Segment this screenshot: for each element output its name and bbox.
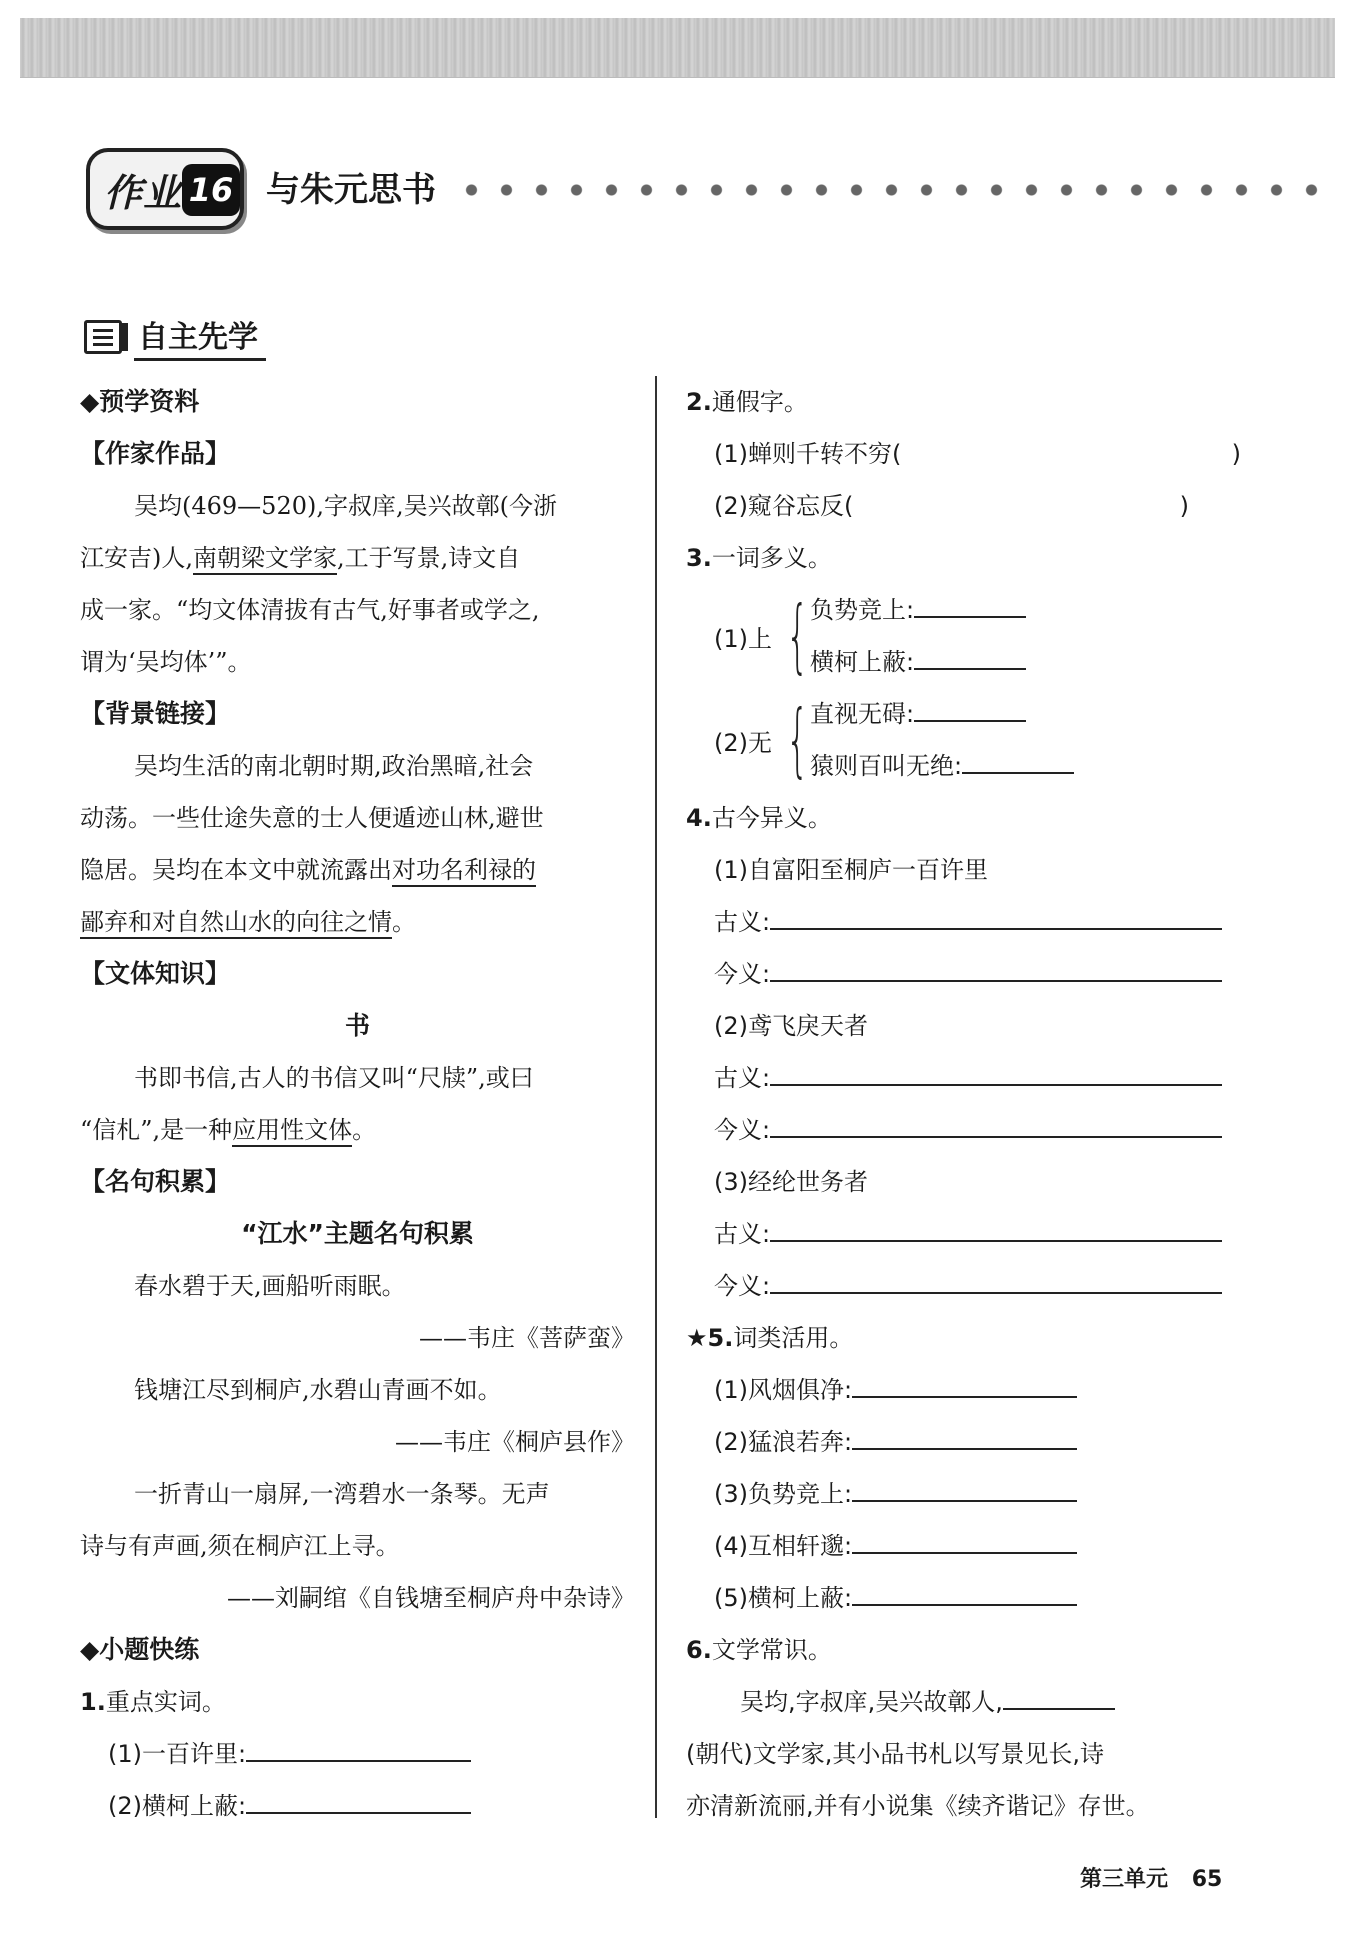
answer-blank[interactable]	[770, 1292, 1222, 1294]
q2-item-1: (1)蝉则千转不穷( )	[714, 440, 1241, 468]
unit-label: 第三单元	[1080, 1867, 1169, 1892]
genre-heading: 【文体知识】	[80, 959, 231, 988]
background-line-4: 鄙弃和对自然山水的向往之情。	[80, 896, 635, 948]
quote-2-source: ——韦庄《桐庐县作》	[395, 1428, 635, 1456]
answer-blank[interactable]	[770, 928, 1222, 930]
underlined-phrase-b: 鄙弃和对自然山水的向往之情	[80, 908, 392, 939]
author-line-1: 吴均(469—520),字叔庠,吴兴故鄣(今浙	[134, 492, 557, 520]
q4-item-1: (1)自富阳至桐庐一百许里	[714, 856, 988, 884]
lesson-title: 与朱元思书	[266, 170, 436, 210]
q1-item-1: (1)一百许里:	[80, 1728, 635, 1780]
left-column	[80, 376, 635, 1832]
q3-group-2: (2)无 { 直视无碍: 猿则百叫无绝:	[686, 688, 1251, 792]
answer-blank[interactable]	[852, 1396, 1077, 1398]
answer-blank[interactable]	[1003, 1708, 1115, 1710]
q5-item-5: (5)横柯上蔽:	[686, 1572, 1251, 1624]
q3-group-1-line-2: 横柯上蔽:	[810, 636, 1026, 688]
author-heading: 【作家作品】	[80, 439, 231, 468]
section-heading	[84, 312, 266, 361]
q4-item-2-modern: 今义:	[686, 1104, 1251, 1156]
quote-3-source: ——刘嗣绾《自钱塘至桐庐舟中杂诗》	[227, 1584, 635, 1612]
column-divider	[655, 376, 657, 1818]
header-dot-rule	[454, 184, 1334, 196]
q6-line-2: (朝代)文学家,其小品书札以写景见长,诗	[686, 1740, 1104, 1768]
answer-blank[interactable]	[852, 1500, 1077, 1502]
background-heading: 【背景链接】	[80, 699, 231, 728]
q5-item-4: (4)互相轩邈:	[686, 1520, 1251, 1572]
answer-blank[interactable]	[852, 1448, 1077, 1450]
answer-blank[interactable]	[770, 1084, 1222, 1086]
q4-item-3-modern: 今义:	[686, 1260, 1251, 1312]
q2-title: 2.通假字。	[686, 388, 808, 416]
q5-item-3: (3)负势竞上:	[686, 1468, 1251, 1520]
homework-label: 作业	[104, 170, 183, 215]
q4-title: 4.古今异义。	[686, 804, 832, 832]
answer-blank[interactable]	[770, 1240, 1222, 1242]
page-number: 65	[1191, 1867, 1223, 1892]
q4-item-1-modern: 今义:	[686, 948, 1251, 1000]
underlined-genre: 应用性文体	[232, 1116, 352, 1147]
q6-title: 6.文学常识。	[686, 1636, 832, 1664]
quote-1: 春水碧于天,画船听雨眠。	[134, 1272, 406, 1300]
genre-line-1: 书即书信,古人的书信又叫“尺牍”,或曰	[134, 1064, 534, 1092]
answer-blank[interactable]	[770, 980, 1222, 982]
author-line-4: 谓为‘吴均体’”。	[80, 648, 252, 676]
right-column	[686, 376, 1251, 1832]
quotes-heading: 【名句积累】	[80, 1167, 231, 1196]
preview-title: ◆预学资料	[80, 387, 200, 416]
q1-item-2: (2)横柯上蔽:	[80, 1780, 635, 1832]
q5-item-2: (2)猛浪若奔:	[686, 1416, 1251, 1468]
q4-item-2: (2)鸢飞戾天者	[714, 1012, 868, 1040]
q4-item-3-ancient: 古义:	[686, 1208, 1251, 1260]
q5-title: ★5.词类活用。	[686, 1324, 854, 1352]
author-line-3: 成一家。“均文体清拔有古气,好事者或学之,	[80, 596, 540, 624]
q1-title: 1.重点实词。	[80, 1688, 226, 1716]
scan-top-band	[20, 18, 1335, 78]
answer-blank[interactable]	[852, 1604, 1077, 1606]
q3-group-2-line-1: 直视无碍:	[810, 688, 1074, 740]
background-line-1: 吴均生活的南北朝时期,政治黑暗,社会	[134, 752, 534, 780]
answer-blank[interactable]	[852, 1552, 1077, 1554]
quote-1-source: ——韦庄《菩萨蛮》	[419, 1324, 635, 1352]
q4-item-3: (3)经纶世务者	[714, 1168, 868, 1196]
underlined-phrase-a: 对功名利禄的	[392, 856, 536, 887]
answer-blank[interactable]	[246, 1812, 471, 1814]
q4-item-1-ancient: 古义:	[686, 896, 1251, 948]
homework-number: 16	[182, 164, 240, 216]
answer-blank[interactable]	[770, 1136, 1222, 1138]
page-footer	[1080, 1862, 1222, 1893]
q3-group-1: (1)上 { 负势竞上: 横柯上蔽:	[686, 584, 1251, 688]
q6-line-3: 亦清新流丽,并有小说集《续齐谐记》存世。	[686, 1792, 1150, 1820]
homework-badge	[86, 148, 244, 230]
quote-3-b: 诗与有声画,须在桐庐江上寻。	[80, 1532, 400, 1560]
background-line-2: 动荡。一些仕途失意的士人便遁迹山林,避世	[80, 804, 544, 832]
quote-2: 钱塘江尽到桐庐,水碧山青画不如。	[134, 1376, 502, 1404]
q6-line-1: 吴均,字叔庠,吴兴故鄣人,	[686, 1676, 1251, 1728]
practice-title: ◆小题快练	[80, 1635, 200, 1664]
answer-blank[interactable]	[914, 720, 1026, 722]
answer-blank[interactable]	[914, 668, 1026, 670]
quotes-title: “江水”主题名句积累	[241, 1219, 474, 1248]
genre-title: 书	[344, 1011, 370, 1040]
genre-line-2: “信札”,是一种应用性文体。	[80, 1104, 635, 1156]
background-line-3: 隐居。吴均在本文中就流露出对功名利禄的	[80, 844, 635, 896]
section-title: 自主先学	[134, 312, 266, 361]
quote-3-a: 一折青山一扇屏,一湾碧水一条琴。无声	[134, 1480, 550, 1508]
answer-blank[interactable]	[962, 772, 1074, 774]
q2-item-2: (2)窥谷忘反( )	[714, 492, 1189, 520]
answer-blank[interactable]	[914, 616, 1026, 618]
q4-item-2-ancient: 古义:	[686, 1052, 1251, 1104]
author-line-2: 江安吉)人,南朝梁文学家,工于写景,诗文自	[80, 532, 635, 584]
q3-group-1-line-1: 负势竞上:	[810, 584, 1026, 636]
q3-title: 3.一词多义。	[686, 544, 832, 572]
book-icon	[84, 320, 122, 354]
answer-blank[interactable]	[246, 1760, 471, 1762]
q3-group-2-line-2: 猿则百叫无绝:	[810, 740, 1074, 792]
underlined-dynasty: 南朝梁文学家	[193, 544, 337, 575]
q5-item-1: (1)风烟俱净:	[686, 1364, 1251, 1416]
